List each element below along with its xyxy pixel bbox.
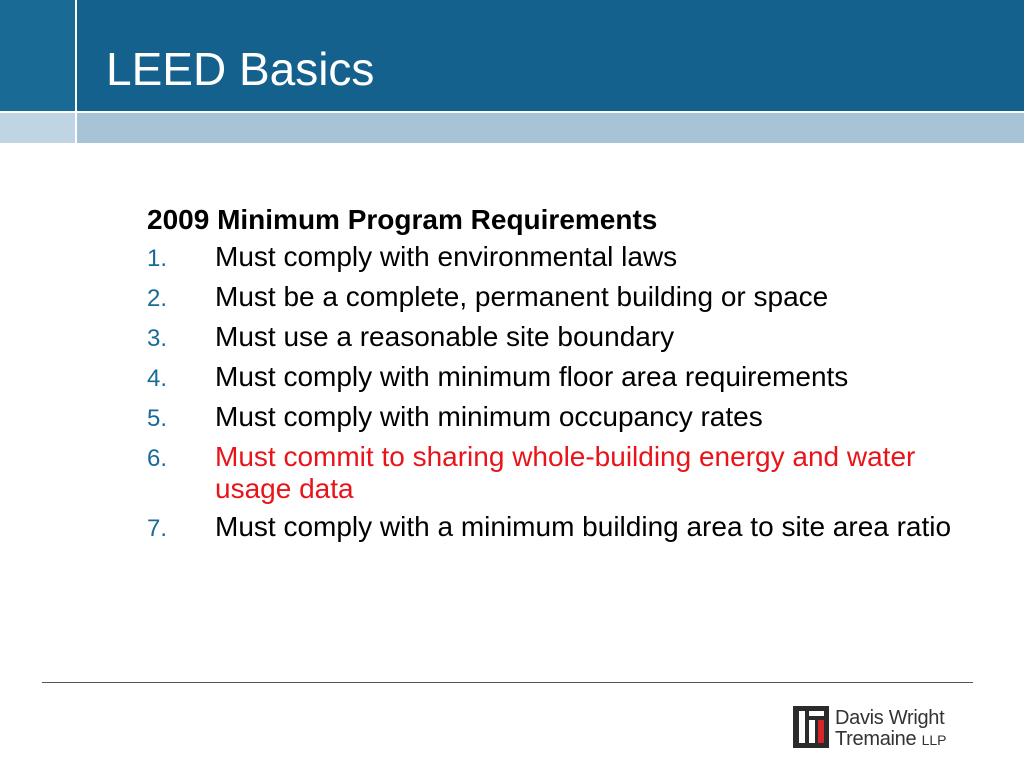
logo-line-2: Tremaine [835,728,917,750]
item-number: 7. [147,515,168,542]
item-text: Must be a complete, permanent building or space [215,281,829,312]
item-text: Must commit to sharing whole-building energy and water usage data [215,441,916,504]
list-item [147,281,1007,315]
item-number: 5. [147,405,168,432]
slide-content [147,203,1007,551]
list-item [147,401,1007,435]
logo-mark-icon [793,706,829,748]
logo-line-1: Davis Wright [835,707,945,729]
item-text: Must comply with environmental laws [215,241,678,272]
list-item-highlighted [147,441,1007,505]
header-stripe [0,113,1024,143]
item-text: Must use a reasonable site boundary [215,321,675,352]
item-text: Must comply with a minimum building area to site area ratio [215,511,952,542]
logo-suffix: LLP [921,732,947,748]
item-number: 4. [147,365,168,392]
item-number: 6. [147,445,168,472]
content-heading: 2009 Minimum Program Requirements [147,204,658,235]
item-text: Must comply with minimum occupancy rates [215,401,763,432]
slide-title: LEED Basics [106,43,375,95]
footer-divider [42,682,973,683]
requirements-list [147,241,1007,545]
company-logo [793,706,978,750]
header-accent-block [0,0,77,111]
item-number: 1. [147,245,168,272]
item-number: 3. [147,325,168,352]
list-item [147,321,1007,355]
list-item [147,511,1007,545]
list-item [147,361,1007,395]
stripe-accent-block [0,113,77,143]
item-text: Must comply with minimum floor area requirements [215,361,849,392]
list-item [147,241,1007,275]
item-number: 2. [147,285,168,312]
